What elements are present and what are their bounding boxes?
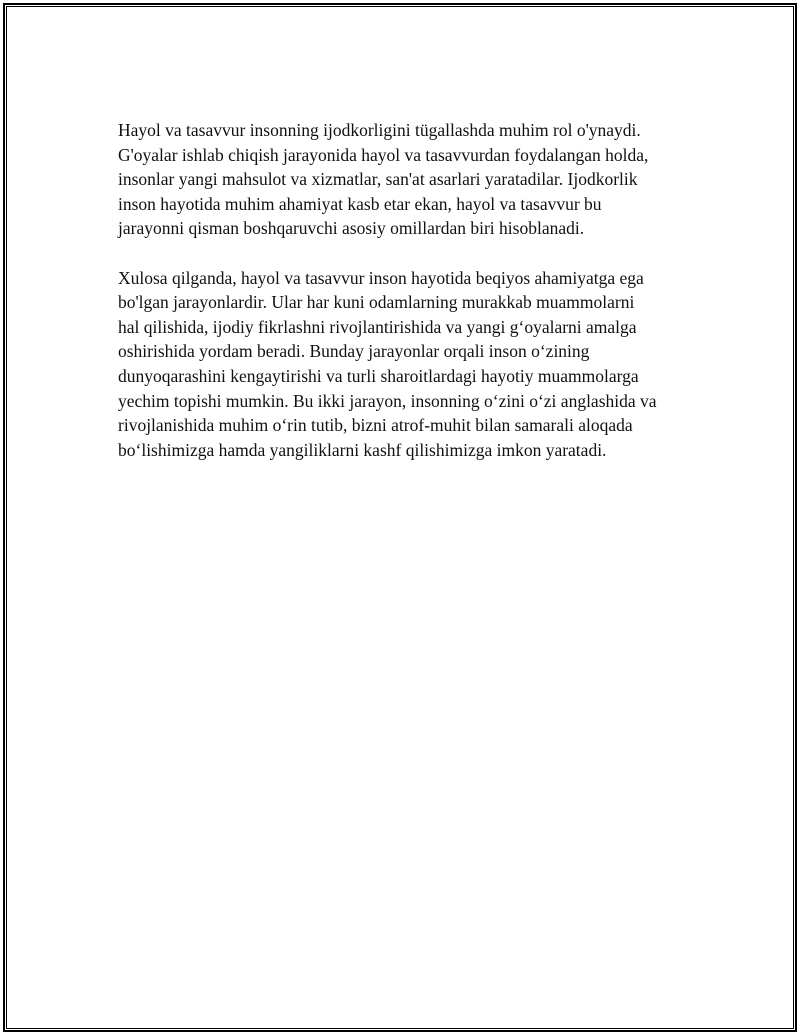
document-body — [118, 118, 698, 462]
paragraph-2: Xulosa qilganda, hayol va tasavvur inson hayotida beqiyos ahamiyatga ega bo'lgan jarayonlardir. Ular har kuni odamlarning murakkab muammolarni hal qilishida, ijodiy fikrlashni rivojlantirishida va yangi g‘oyalarni amalga oshirishida yordam beradi. Bunday jarayonlar orqali inson o‘zining dunyoqarashini kengaytirishi va turli sharoitlardagi hayotiy muammolarga yechim topishi mumkin. Bu ikki jarayon, insonning o‘zini o‘zi anglashida va rivojlanishida muhim o‘rin tutib, bizni atrof-muhit bilan samarali aloqada bo‘lishimizga hamda yangiliklarni kashf qilishimizga imkon yaratadi. — [118, 267, 657, 460]
paragraph-1: Hayol va tasavvur insonning ijodkorligini tügallashda muhim rol o'ynaydi. G'oyalar ishlab chiqish jarayonida hayol va tasavvurdan foydalangan holda, insonlar yangi mahsulot va xizmatlar, san'at asarlari yaratadilar. Ijodkorlik inson hayotida muhim ahamiyat kasb etar ekan, hayol va tasavvur bu jarayonni qisman boshqaruvchi asosiy omillardan biri hisoblanadi. — [118, 120, 649, 239]
